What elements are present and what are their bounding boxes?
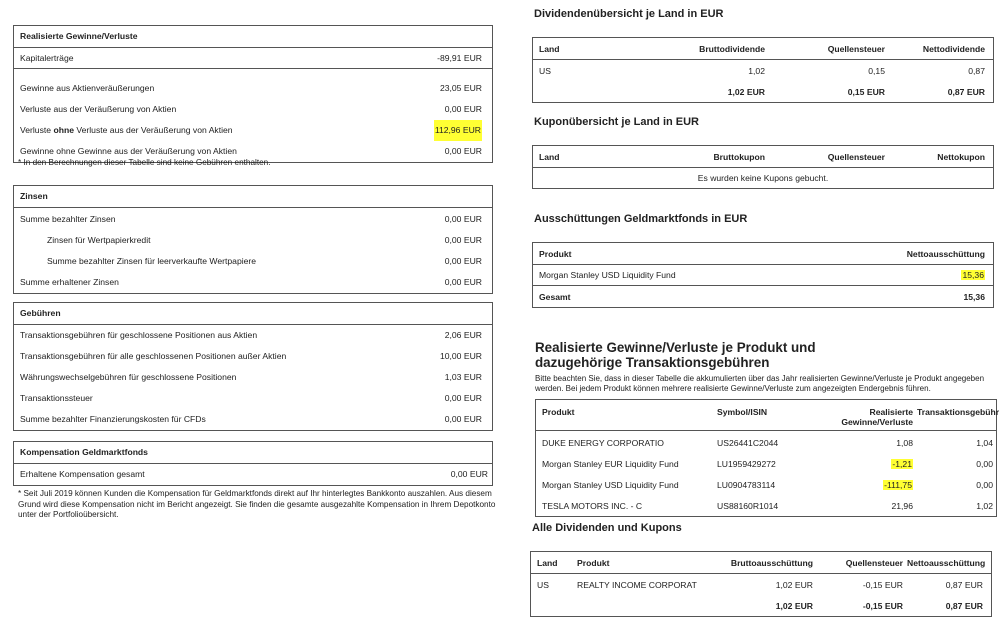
- cell: US: [537, 579, 549, 590]
- row-label: Transaktionsgebühren für alle geschlossenen Positionen außer Aktien: [20, 351, 287, 361]
- cell: 0,00: [976, 458, 993, 469]
- produkt-note: Bitte beachten Sie, dass in dieser Tabelle die akkumulierten über das Jahr realisierten Gewinne/Verluste je Produkt angegeben werden. Bei jedem Produkt können mehrere realisierte Gewinne/Verluste zum angezeigten Endergebnis führen.: [535, 374, 985, 393]
- summary-row: [14, 388, 492, 409]
- cell: Nettoausschüttung: [906, 248, 985, 259]
- table-title-kupons: Kuponübersicht je Land in EUR: [534, 116, 700, 128]
- cell: 0,00: [976, 479, 993, 490]
- cell: US: [539, 65, 551, 76]
- cell: REALTY INCOME CORPORAT: [577, 579, 697, 590]
- cell: 0,87: [968, 65, 985, 76]
- table-total-row: [533, 81, 993, 102]
- cell: 1,02 EUR: [727, 86, 765, 97]
- table-title-geldmarkt: Ausschüttungen Geldmarktfonds in EUR: [534, 213, 748, 225]
- section-title: Zinsen: [14, 186, 492, 208]
- row-value: 0,00 EUR: [444, 235, 482, 245]
- row-value: -89,91 EUR: [437, 53, 482, 63]
- cell: Produkt: [542, 407, 575, 417]
- row-label: Summe erhaltener Zinsen: [20, 277, 119, 287]
- row-value: 0,00 EUR: [444, 414, 482, 424]
- table-empty-row: [533, 168, 993, 188]
- row-value: 0,00 EUR: [444, 256, 482, 266]
- table-row: [533, 60, 993, 81]
- cell: 1,04: [976, 437, 993, 448]
- row-value: 0,00 EUR: [444, 104, 482, 114]
- cell: -0,15 EUR: [862, 600, 903, 611]
- highlighted-value: 15,36: [962, 270, 984, 280]
- table-row: [536, 495, 996, 516]
- cell: Morgan Stanley EUR Liquidity Fund: [542, 458, 679, 469]
- row-label: Erhaltene Kompensation gesamt: [20, 469, 145, 479]
- table-header: [533, 38, 993, 60]
- cell: Quellensteuer: [827, 151, 885, 162]
- cell: US88160R1014: [717, 500, 779, 511]
- row-value: 0,00 EUR: [444, 214, 482, 224]
- cell: 21,96: [891, 500, 913, 511]
- table-header: [533, 243, 993, 265]
- section-realisierte: [13, 25, 493, 163]
- cell: [837, 270, 987, 280]
- row-label: [20, 120, 233, 141]
- cell: Transaktionsgebühr: [917, 407, 1000, 417]
- summary-row: [14, 99, 492, 120]
- cell: TESLA MOTORS INC. - C: [542, 500, 643, 511]
- table-title-dividenden: Dividendenübersicht je Land in EUR: [534, 8, 724, 20]
- cell: 0,87 EUR: [945, 579, 983, 590]
- empty-message: Es wurden keine Kupons gebucht.: [697, 173, 829, 183]
- cell: DUKE ENERGY CORPORATIO: [542, 437, 664, 448]
- section-title: Kompensation Geldmarktfonds: [14, 442, 492, 464]
- row-value: 23,05 EUR: [439, 83, 482, 93]
- summary-row: [14, 209, 492, 230]
- cell: 0,15 EUR: [847, 86, 885, 97]
- cell: Bruttokupon: [713, 151, 765, 162]
- summary-row: [14, 325, 492, 346]
- row-label: Summe bezahlter Zinsen: [20, 214, 116, 224]
- cell: 0,15: [868, 65, 885, 76]
- highlighted-value: -1,21: [892, 458, 912, 469]
- highlighted-value: -111,75: [884, 479, 912, 490]
- table-header: [533, 146, 993, 168]
- cell: [820, 459, 915, 469]
- section-title: Realisierte Gewinne/Verluste: [14, 26, 492, 48]
- summary-row: [14, 367, 492, 388]
- summary-row: [14, 409, 492, 430]
- section-zinsen: [13, 185, 493, 294]
- summary-row: [14, 464, 492, 485]
- row-value: 112,96 EUR: [434, 120, 482, 141]
- table-row: [536, 474, 996, 495]
- cell: 0,87 EUR: [945, 600, 983, 611]
- cell: Produkt: [539, 248, 572, 259]
- footnote-kompensation: * Seit Juli 2019 können Kunden die Kompensation für Geldmarktfonds direkt auf Ihr hinterlegtes Bankkonto auszahlen. Aus diesem Grund wird diese Kompensation nicht im Bericht angezeigt. Sie finden die gesamte ausgezahlte Kompensation in Ihrem Depotkonto unter der Portfolioübersicht.: [18, 489, 496, 519]
- row-label: Transaktionsgebühren für geschlossene Positionen aus Aktien: [20, 330, 258, 340]
- summary-row: [14, 48, 492, 69]
- row-label: Gewinne ohne Gewinne aus der Veräußerung von Aktien: [20, 146, 237, 156]
- summary-row: [14, 230, 492, 251]
- footnote-realisierte: * In den Berechnungen dieser Tabelle sind keine Gebühren enthalten.: [18, 158, 271, 167]
- table-kupons: [532, 145, 994, 189]
- cell: 1,02 EUR: [775, 579, 813, 590]
- section-title: Gebühren: [14, 303, 492, 325]
- cell: Bruttoausschüttung: [730, 557, 813, 568]
- cell: Land: [539, 43, 560, 54]
- row-label: Summe bezahlter Zinsen für leerverkaufte Wertpapiere: [47, 256, 257, 266]
- row-value: 0,00 EUR: [444, 393, 482, 403]
- section-gebuehren: [13, 302, 493, 431]
- cell: Land: [537, 557, 558, 568]
- row-value: 0,00 EUR: [444, 146, 482, 156]
- cell: Land: [539, 151, 560, 162]
- table-total-row: [531, 595, 991, 616]
- summary-row: [14, 251, 492, 272]
- cell: 1,02: [976, 500, 993, 511]
- cell: Bruttodividende: [699, 43, 765, 54]
- row-value: 2,06 EUR: [444, 330, 482, 340]
- table-title-produkt: Realisierte Gewinne/Verluste je Produkt und dazugehörige Transaktionsgebühren: [535, 340, 816, 370]
- cell: US26441C2044: [717, 437, 779, 448]
- table-row: [536, 432, 996, 453]
- row-value: 1,03 EUR: [444, 372, 482, 382]
- summary-row: [14, 78, 492, 99]
- summary-row: [14, 346, 492, 367]
- label-bold: ohne: [53, 125, 74, 135]
- table-geldmarkt: [532, 242, 994, 308]
- row-value: 0,00 EUR: [444, 277, 482, 287]
- table-row: [531, 574, 991, 595]
- table-dividenden: [532, 37, 994, 103]
- table-row: [536, 453, 996, 474]
- cell: 1,02 EUR: [775, 600, 813, 611]
- cell: Quellensteuer: [845, 557, 903, 568]
- row-value: 10,00 EUR: [439, 351, 482, 361]
- row-label: Transaktionssteuer: [20, 393, 93, 403]
- table-row: [533, 265, 993, 286]
- cell: Nettodividende: [922, 43, 985, 54]
- cell: Nettokupon: [937, 151, 985, 162]
- cell: Morgan Stanley USD Liquidity Fund: [539, 270, 676, 280]
- row-label: Währungswechselgebühren für geschlossene Positionen: [20, 372, 237, 382]
- cell: Quellensteuer: [827, 43, 885, 54]
- row-label: Kapitalerträge: [20, 53, 74, 63]
- row-label: Verluste aus der Veräußerung von Aktien: [20, 104, 177, 114]
- cell: Produkt: [577, 557, 610, 568]
- cell: Morgan Stanley USD Liquidity Fund: [542, 479, 679, 490]
- cell: Realisierte Gewinne/Verluste: [841, 407, 913, 427]
- cell: LU1959429272: [717, 458, 776, 469]
- row-label: Zinsen für Wertpapierkredit: [47, 235, 151, 245]
- cell: LU0904783114: [717, 479, 776, 490]
- cell: 15,36: [963, 291, 985, 302]
- cell: -0,15 EUR: [862, 579, 903, 590]
- row-label: Summe bezahlter Finanzierungskosten für CFDs: [20, 414, 206, 424]
- cell: 1,02: [748, 65, 765, 76]
- table-header: [536, 400, 1000, 431]
- cell: 1,08: [896, 437, 913, 448]
- section-kompensation: [13, 441, 493, 486]
- summary-row: [14, 272, 492, 293]
- row-label: Gewinne aus Aktienveräußerungen: [20, 83, 155, 93]
- table-title-alle: Alle Dividenden und Kupons: [532, 522, 682, 534]
- row-value: 0,00 EUR: [450, 469, 488, 479]
- cell: Nettoausschüttung: [907, 557, 986, 568]
- label-part: Verluste: [20, 125, 54, 135]
- cell: [820, 480, 915, 490]
- table-produkt: [535, 399, 1000, 517]
- summary-row: [14, 120, 492, 141]
- table-header: [531, 552, 991, 574]
- cell: 0,87 EUR: [947, 86, 985, 97]
- label-part: Verluste aus der Veräußerung von Aktien: [73, 125, 233, 135]
- cell: Gesamt: [539, 291, 571, 302]
- table-alle: [530, 551, 992, 617]
- cell: Symbol/ISIN: [717, 407, 768, 417]
- table-total-row: [533, 286, 993, 307]
